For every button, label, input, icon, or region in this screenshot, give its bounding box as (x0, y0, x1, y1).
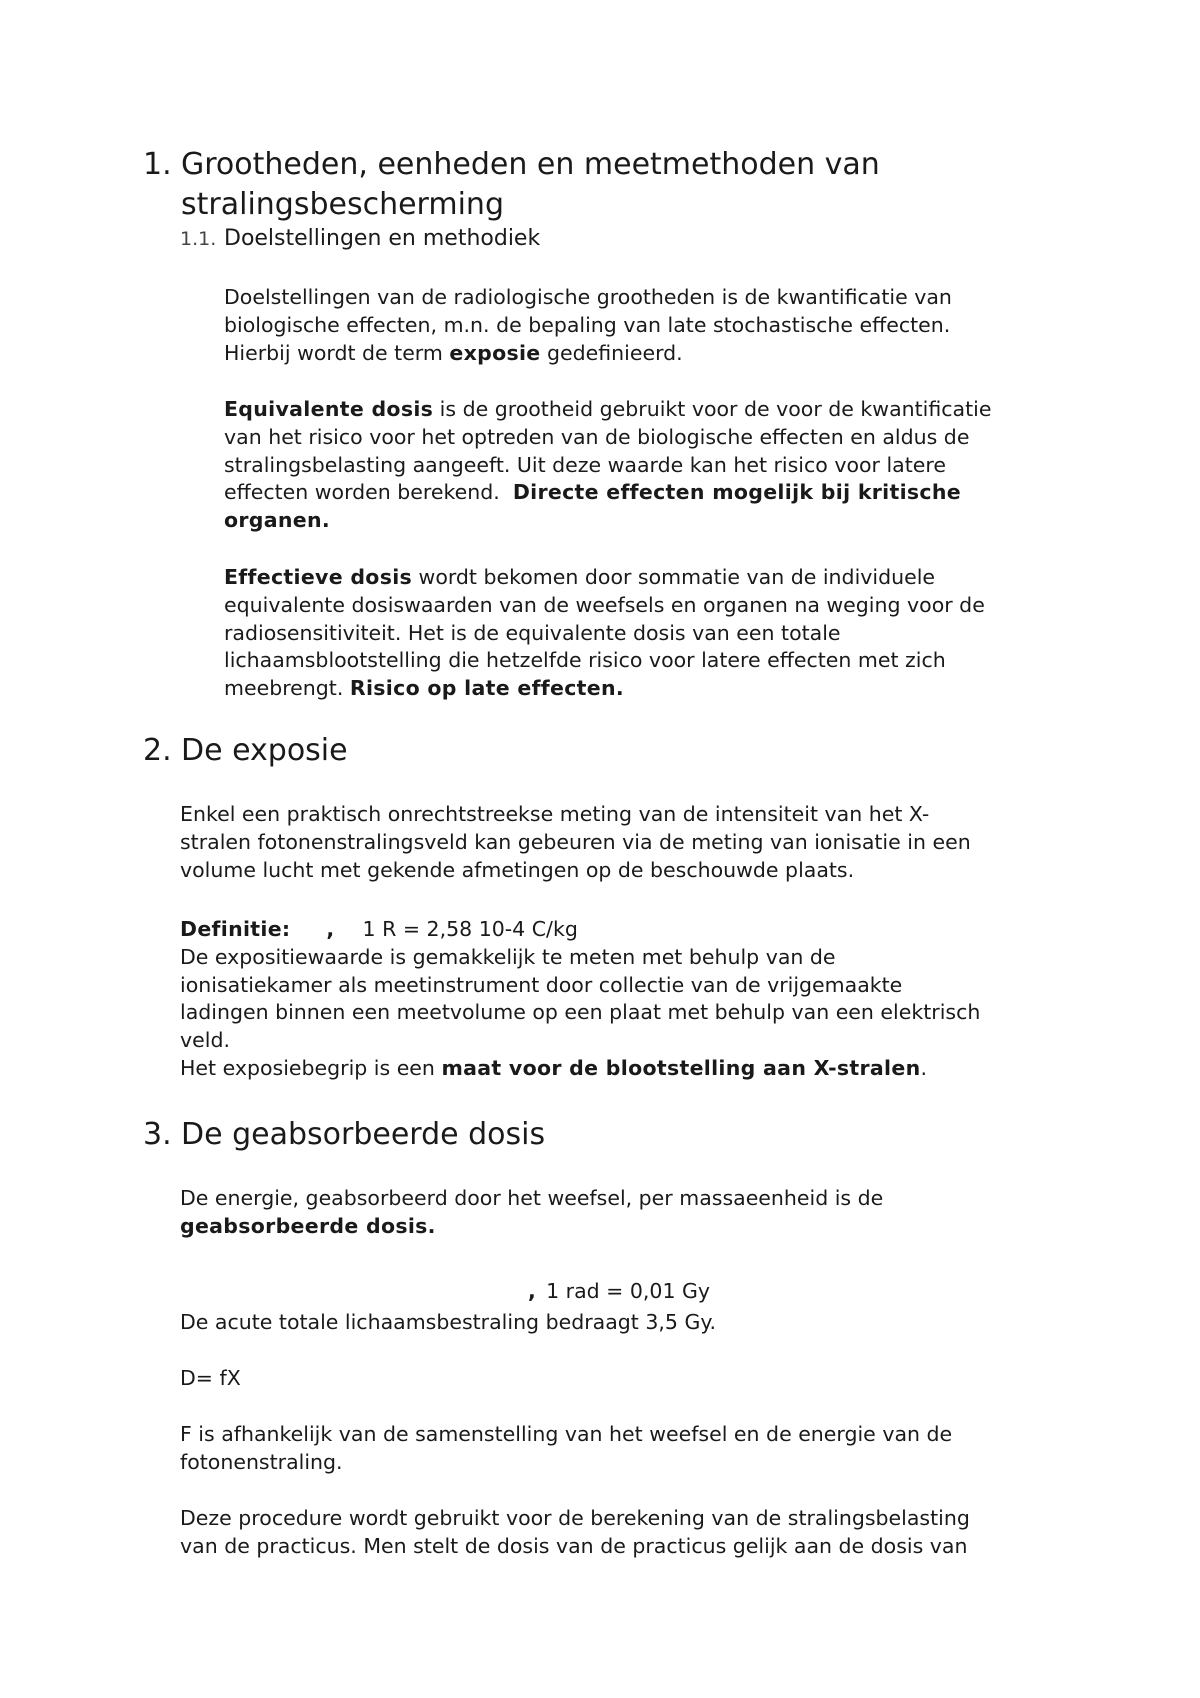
section-title: De geabsorbeerde dosis (181, 1117, 546, 1152)
formula-d-fx: D= fX (180, 1366, 241, 1390)
section-title: De exposie (181, 733, 348, 768)
section-number: 2. (143, 733, 172, 768)
paragraph-effectieve-dosis: Effectieve dosis wordt bekomen door sommatie van de individuele equivalente dosiswaarden van de weefsels en organen na weging voor de radiosensitiviteit. Het is de equivalente dosis van een totale lichaamsblootstelling die hetzelfde risico voor latere effecten met zich meebrengt. Risico op late effecten. (224, 565, 985, 701)
paragraph-exposie-meting: Enkel een praktisch onrechtstreekse meting van de intensiteit van het X- stralen fotonenstralingsveld kan gebeuren via de meting van ionisatie in een volume lucht met gekende afmetingen op de beschouwde plaats. (180, 802, 971, 882)
paragraph-procedure: Deze procedure wordt gebruikt voor de berekening van de stralingsbelasting van de practicus. Men stelt de dosis van de practicus gelijk aan de dosis van (180, 1506, 970, 1558)
formula-rad: , 1 rad = 0,01 Gy (528, 1279, 711, 1303)
paragraph-acute: De acute totale lichaamsbestraling bedraagt 3,5 Gy. (180, 1310, 717, 1334)
paragraph-equivalente-dosis: Equivalente dosis is de grootheid gebruikt voor de voor de kwantificatie van het risico voor het optreden van de biologische effecten en aldus de stralingsbelasting aangeeft. Uit deze waarde kan het risico voor latere effecten worden berekend. Directe effecten mogelijk bij kritische organen. (224, 397, 992, 533)
paragraph-geabsorbeerde-dosis: De energie, geabsorbeerd door het weefsel, per massaeenheid is de geabsorbeerde dosis. (180, 1186, 884, 1238)
section-title: Grootheden, eenheden en meetmethoden van stralingsbescherming (181, 147, 880, 222)
section-number: 1. (143, 147, 172, 182)
subsection-number: 1.1. (180, 228, 217, 250)
subsection-title: Doelstellingen en methodiek (224, 226, 541, 251)
paragraph-definitie: Definitie: , 1 R = 2,58 10-4 C/kg De expositiewaarde is gemakkelijk te meten met behulp van de ionisatiekamer als meetinstrument door collectie van de vrijgemaakte ladingen binnen een meetvolume op een plaat met behulp van een elektrisch veld. Het exposiebegrip is een maat voor de blootstelling aan X-stralen. (180, 917, 981, 1080)
paragraph-doelstellingen: Doelstellingen van de radiologische grootheden is de kwantificatie van biologische effecten, m.n. de bepaling van late stochastische effecten. Hierbij wordt de term exposie gedefinieerd. (224, 285, 952, 365)
definitie-formula: 1 R = 2,58 10-4 C/kg (362, 917, 578, 941)
paragraph-f-afhankelijk: F is afhankelijk van de samenstelling van het weefsel en de energie van de fotonenstraling. (180, 1422, 953, 1474)
section-number: 3. (143, 1117, 172, 1152)
definitie-label: Definitie: (180, 917, 291, 941)
